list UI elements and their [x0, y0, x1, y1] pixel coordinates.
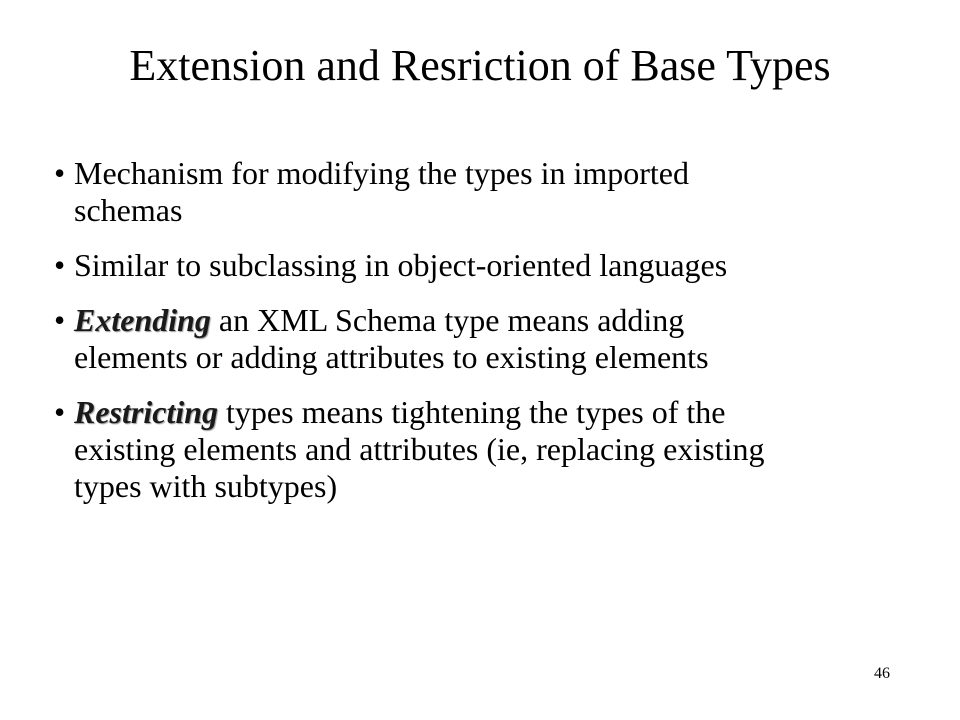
bullet-line-rest: an XML Schema type means adding — [210, 302, 685, 338]
bullet-text — [74, 247, 890, 284]
bullet-item — [54, 394, 890, 505]
bullet-line — [74, 394, 890, 431]
bullet-line: Mechanism for modifying the types in imported — [74, 155, 689, 191]
bullet-text — [74, 302, 890, 376]
bullet-list — [54, 155, 890, 505]
bullet-dot-icon: • — [54, 247, 66, 283]
bullet-line-rest: types means tightening the types of the — [218, 394, 726, 430]
bullet-line — [74, 302, 890, 339]
bullet-line: types with subtypes) — [74, 468, 338, 504]
bullet-item — [54, 247, 890, 284]
bullet-line: existing elements and attributes (ie, replacing existing — [74, 431, 765, 467]
emphasized-term: Restricting — [74, 394, 219, 430]
bullet-line: Similar to subclassing in object-oriented languages — [74, 247, 728, 283]
page-number: 46 — [874, 665, 890, 682]
bullet-dot-icon: • — [54, 302, 66, 338]
bullet-line: elements or adding attributes to existing elements — [74, 339, 709, 375]
bullet-dot-icon: • — [54, 155, 66, 191]
slide-title: Extension and Resriction of Base Types — [129, 41, 831, 90]
bullet-dot-icon: • — [54, 394, 66, 430]
bullet-text — [74, 155, 890, 229]
emphasized-term: Extending — [74, 302, 211, 338]
bullet-text — [74, 394, 890, 505]
bullet-item — [54, 302, 890, 376]
bullet-item — [54, 155, 890, 229]
bullet-line: schemas — [74, 192, 183, 228]
